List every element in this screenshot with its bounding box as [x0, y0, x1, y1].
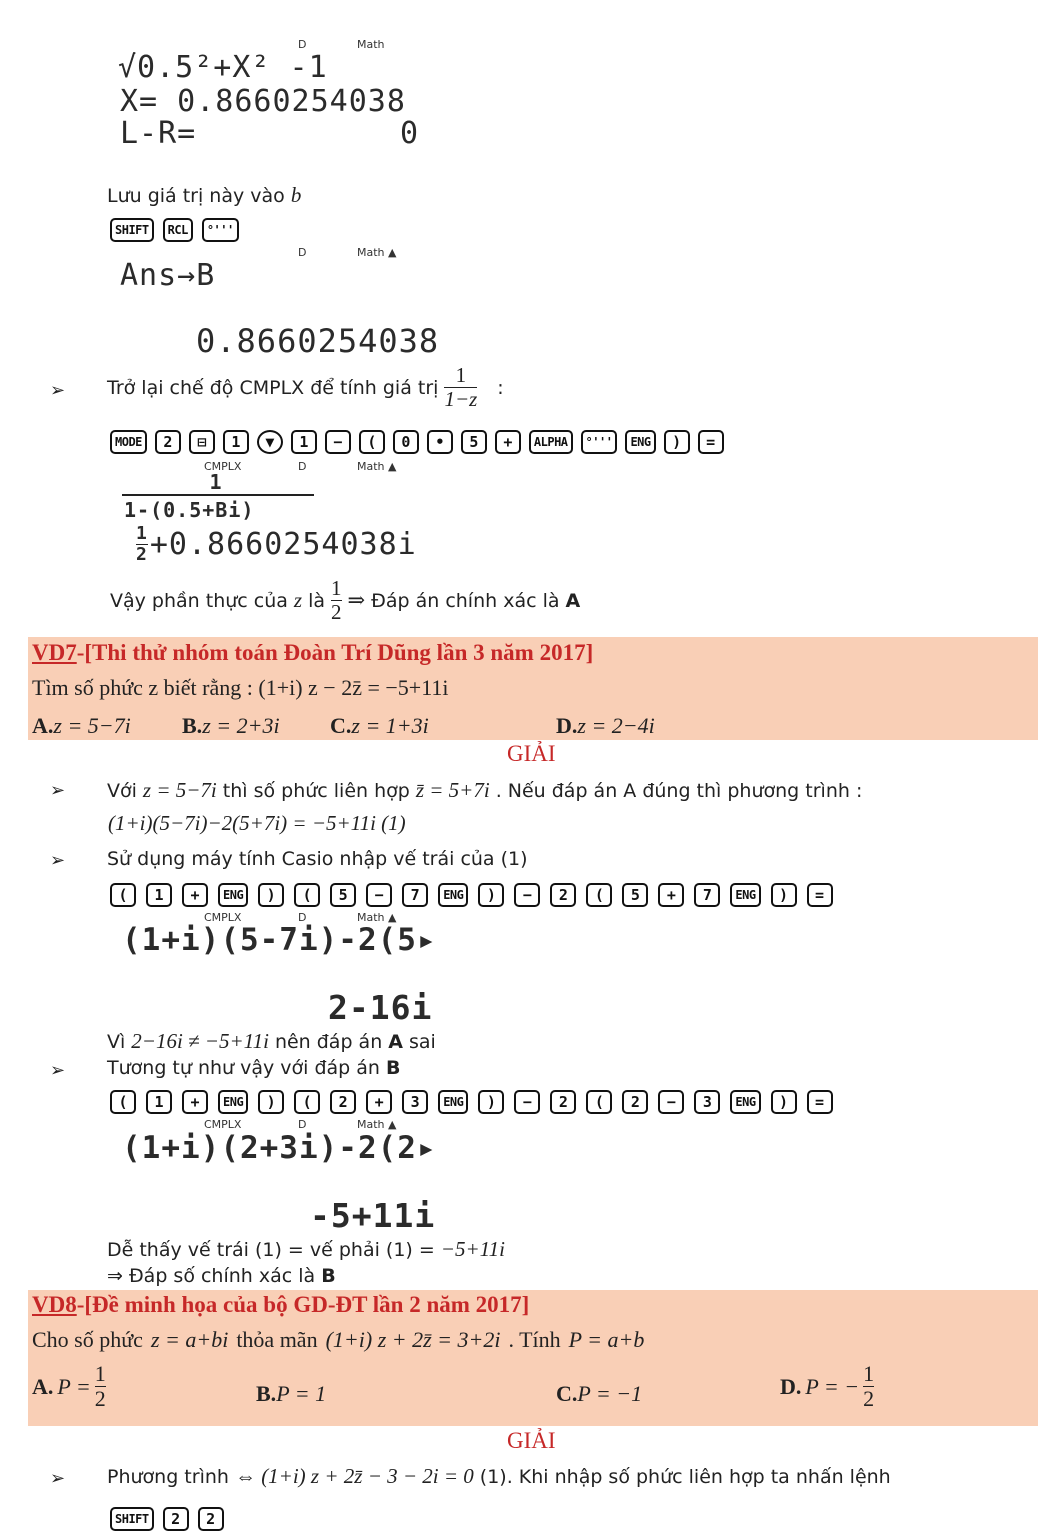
key-eng[interactable]: ENG	[218, 1090, 248, 1114]
key-5[interactable]: 5	[330, 883, 356, 907]
conclusion1-var: z	[293, 588, 303, 613]
vd8-title-code: VD8	[32, 1292, 77, 1317]
vd8-opt-a-pre: P =	[57, 1373, 91, 1399]
key-down-arrow[interactable]: ▼	[257, 430, 283, 454]
screen-indicator-d: D	[298, 38, 307, 51]
key-close-paren[interactable]: )	[478, 883, 504, 907]
key-degree[interactable]: °'''	[202, 218, 239, 242]
conclusion1-num: 1	[331, 576, 342, 600]
vd7-option-c-label: C.	[330, 713, 352, 738]
vd8-step1	[107, 1464, 891, 1489]
vd7-step1	[107, 778, 862, 803]
vd7-title	[32, 640, 593, 666]
vd7-s3-c: nên đáp án	[274, 1030, 383, 1053]
vd7-s4-a: Tương tự như vậy với đáp án	[107, 1057, 380, 1079]
screen-a-result: 2-16i	[328, 988, 433, 1027]
key-equals[interactable]: =	[807, 883, 833, 907]
screen-a-indicator-math: Math ▲	[357, 911, 397, 924]
screen3-res-den: 2	[136, 543, 148, 565]
conclusion1-post: Đáp án chính xác là	[371, 589, 560, 612]
key-plus[interactable]: +	[182, 883, 208, 907]
key-shift[interactable]: SHIFT	[110, 1507, 154, 1531]
vd7-option-a-text: z = 5−7i	[53, 713, 131, 738]
vd7-option-a	[32, 713, 131, 739]
cmplx-colon: :	[497, 376, 504, 399]
vd8-option-d	[780, 1362, 874, 1411]
key-open-paren[interactable]: (	[586, 1090, 612, 1114]
vd7-step2: Sử dụng máy tính Casio nhập vế trái của (1)	[107, 848, 528, 870]
vd7-s3-a: Vì	[107, 1030, 126, 1053]
key-2[interactable]: 2	[330, 1090, 356, 1114]
vd8-opt-d-pre: P = −	[805, 1373, 860, 1399]
bullet-arrow-icon: ➢	[50, 380, 66, 401]
vd7-s1-c: thì số phức liên hợp	[222, 779, 410, 802]
key-eng[interactable]: ENG	[625, 430, 655, 454]
key-1[interactable]: 1	[146, 1090, 172, 1114]
vd7-s6-b: B	[321, 1265, 336, 1287]
key-0[interactable]: 0	[393, 430, 419, 454]
key-eng[interactable]: ENG	[438, 883, 468, 907]
screen2-line1: Ans→B	[120, 258, 216, 293]
bullet-arrow-icon: ➢	[50, 1060, 66, 1081]
conclusion1-arrow: ⇒	[347, 588, 366, 613]
key-eng[interactable]: ENG	[730, 883, 760, 907]
vd8-s1-b: ⇔ (1+i) z + 2z̄ − 3 − 2i = 0	[234, 1464, 474, 1488]
vd7-option-d-text: z = 2−4i	[577, 713, 655, 738]
key-2[interactable]: 2	[155, 430, 181, 454]
screen3-indicator-math: Math ▲	[357, 460, 397, 473]
vd8-opt-d-fraction	[863, 1362, 874, 1411]
key-open-paren[interactable]: (	[294, 1090, 320, 1114]
vd7-s5-a: Dễ thấy vế trái (1) = vế phải (1) =	[107, 1238, 435, 1261]
keys-cmplx	[110, 430, 724, 454]
vd7-option-d	[556, 713, 655, 739]
screen3-result-fraction	[136, 524, 148, 565]
conclusion1-fraction	[331, 577, 342, 624]
vd8-title-rest: -[Đề minh họa của bộ GD-ĐT lần 2 năm 2017]	[76, 1292, 530, 1317]
key-close-paren[interactable]: )	[258, 1090, 284, 1114]
key-minus[interactable]: −	[658, 1090, 684, 1114]
vd8-opt-d-den: 2	[863, 1386, 875, 1412]
vd7-question: Tìm số phức z biết rằng : (1+i) z − 2z̄ = −5+11i	[32, 675, 449, 700]
vd8-s1-a: Phương trình	[107, 1465, 229, 1488]
key-shift[interactable]: SHIFT	[110, 218, 154, 242]
vd8-s1-c: (1). Khi nhập số phức liên hợp ta nhấn lệnh	[479, 1465, 891, 1488]
vd7-s1-a: Với	[107, 779, 137, 802]
vd8-opt-a-label: A.	[32, 1373, 54, 1399]
conclusion1-den: 2	[331, 600, 342, 625]
screen-a-indicator-cmplx: CMPLX	[204, 911, 242, 924]
key-eng[interactable]: ENG	[438, 1090, 468, 1114]
vd8-q-e: . Tính	[508, 1327, 561, 1352]
key-5[interactable]: 5	[622, 883, 648, 907]
vd7-option-c	[330, 713, 429, 739]
key-5[interactable]: 5	[461, 430, 487, 454]
vd8-title	[32, 1292, 529, 1318]
key-plus[interactable]: +	[182, 1090, 208, 1114]
vd7-s1-d: z̄ = 5+7i	[415, 778, 490, 802]
vd8-opt-b-label: B.	[256, 1381, 277, 1406]
screen1-line3-value: 0	[400, 116, 420, 151]
key-mode[interactable]: MODE	[110, 430, 147, 454]
conclusion1-answer: A	[565, 589, 581, 612]
cmplx-text: Trở lại chế độ CMPLX để tính giá trị	[107, 376, 439, 399]
screen3-indicator-cmplx: CMPLX	[204, 460, 242, 473]
vd8-option-a	[32, 1362, 106, 1411]
conclusion1	[110, 577, 580, 624]
key-close-paren[interactable]: )	[258, 883, 284, 907]
vd8-question	[32, 1327, 644, 1353]
vd8-option-c	[556, 1381, 642, 1407]
vd7-eq1: (1+i)(5−7i)−2(5+7i) = −5+11i (1)	[108, 811, 406, 835]
cmplx-fraction	[444, 364, 477, 411]
screen3-den: 1-(0.5+Bi)	[124, 498, 255, 522]
screen-b-result: -5+11i	[310, 1196, 436, 1235]
key-2[interactable]: 2	[198, 1507, 224, 1531]
vd8-opt-a-den: 2	[94, 1386, 106, 1412]
screen-b-indicator-math: Math ▲	[357, 1118, 397, 1131]
key-2[interactable]: 2	[622, 1090, 648, 1114]
key-1b[interactable]: 1	[291, 430, 317, 454]
vd7-s1-b: z = 5−7i	[142, 778, 217, 802]
vd8-q-b: z = a+bi	[150, 1327, 229, 1352]
key-rcl[interactable]: RCL	[163, 218, 193, 242]
screen2-indicator-math: Math ▲	[357, 246, 397, 259]
store-instruction	[107, 183, 301, 208]
vd8-option-b	[256, 1381, 326, 1407]
key-2[interactable]: 2	[550, 1090, 576, 1114]
key-plus[interactable]: +	[658, 883, 684, 907]
key-eng[interactable]: ENG	[218, 883, 248, 907]
key-open-paren[interactable]: (	[586, 883, 612, 907]
key-fraction[interactable]: ⊟	[189, 430, 215, 454]
vd7-s4-b: B	[386, 1057, 401, 1079]
screen3-result	[136, 524, 417, 565]
screen-a-indicator-d: D	[298, 911, 307, 924]
screen2-result: 0.8660254038	[196, 322, 440, 360]
vd8-giai: GIẢI	[507, 1428, 556, 1453]
key-minus[interactable]: −	[366, 883, 392, 907]
key-equals[interactable]: =	[698, 430, 724, 454]
key-7[interactable]: 7	[694, 883, 720, 907]
key-equals[interactable]: =	[807, 1090, 833, 1114]
screen1-line2: X= 0.8660254038	[120, 84, 406, 119]
vd7-option-c-text: z = 1+3i	[351, 713, 429, 738]
screen2-indicator-d: D	[298, 246, 307, 259]
key-close-paren[interactable]: )	[771, 1090, 797, 1114]
key-minus[interactable]: −	[514, 1090, 540, 1114]
key-close-paren[interactable]: )	[664, 430, 690, 454]
screen-b-expr: (1+i)(2+3i)-2(2▸	[122, 1130, 437, 1166]
screen-b-indicator-d: D	[298, 1118, 307, 1131]
vd7-s3-b: 2−16i ≠ −5+11i	[131, 1029, 269, 1053]
screen3-num: 1	[209, 470, 223, 494]
vd8-opt-a-num: 1	[94, 1361, 106, 1386]
vd8-q-d: (1+i) z + 2z̄ = 3+2i	[325, 1327, 501, 1352]
key-alpha[interactable]: ALPHA	[529, 430, 573, 454]
vd8-opt-d-num: 1	[863, 1361, 875, 1386]
vd7-keys-b	[110, 1090, 833, 1114]
screen-a-expr: (1+i)(5-7i)-2(5▸	[122, 922, 437, 958]
screen3-fraction-bar	[122, 494, 314, 496]
key-close-paren[interactable]: )	[478, 1090, 504, 1114]
vd8-q-c: thỏa mãn	[236, 1327, 318, 1352]
vd7-step6	[107, 1265, 336, 1287]
conclusion1-pre: Vậy phần thực của	[110, 589, 288, 612]
cmplx-instruction	[107, 364, 504, 411]
vd8-opt-b-text: P = 1	[276, 1381, 327, 1406]
key-2[interactable]: 2	[163, 1507, 189, 1531]
store-text: Lưu giá trị này vào	[107, 185, 285, 207]
screen-indicator-math: Math	[357, 38, 385, 51]
screen3-indicator-d: D	[298, 460, 307, 473]
vd8-opt-d-label: D.	[780, 1373, 802, 1399]
vd7-option-b-label: B.	[182, 713, 203, 738]
key-2[interactable]: 2	[550, 883, 576, 907]
bullet-arrow-icon: ➢	[50, 1468, 66, 1489]
vd7-option-b	[182, 713, 280, 739]
key-3[interactable]: 3	[694, 1090, 720, 1114]
cmplx-frac-num: 1	[455, 363, 467, 387]
screen-b-indicator-cmplx: CMPLX	[204, 1118, 242, 1131]
key-plus[interactable]: +	[366, 1090, 392, 1114]
vd8-q-f: P = a+b	[568, 1327, 645, 1352]
vd7-option-d-label: D.	[556, 713, 578, 738]
vd7-step5	[107, 1237, 505, 1262]
vd7-title-code: VD7	[32, 640, 77, 665]
vd7-title-rest: -[Thi thử nhóm toán Đoàn Trí Dũng lần 3 năm 2017]	[76, 640, 594, 665]
screen3-res-rest: +0.8660254038i	[149, 526, 417, 562]
key-3[interactable]: 3	[402, 1090, 428, 1114]
keys-store	[110, 218, 239, 242]
cmplx-frac-den: 1−z	[444, 387, 478, 412]
bullet-arrow-icon: ➢	[50, 780, 66, 801]
vd7-s3-d: A	[388, 1030, 403, 1053]
vd7-option-a-label: A.	[32, 713, 54, 738]
screen1-line3-label: L-R=	[120, 116, 197, 151]
key-7[interactable]: 7	[402, 883, 428, 907]
bullet-arrow-icon: ➢	[50, 850, 66, 871]
vd7-step3	[107, 1029, 436, 1054]
key-dot[interactable]: •	[427, 430, 453, 454]
vd7-s3-e: sai	[408, 1030, 436, 1053]
vd8-opt-c-text: P = −1	[577, 1381, 643, 1406]
key-open-paren[interactable]: (	[110, 883, 136, 907]
key-open-paren[interactable]: (	[110, 1090, 136, 1114]
key-plus[interactable]: +	[495, 430, 521, 454]
key-minus[interactable]: −	[514, 883, 540, 907]
vd8-opt-a-fraction	[95, 1362, 106, 1411]
key-1[interactable]: 1	[146, 883, 172, 907]
key-minus[interactable]: −	[325, 430, 351, 454]
screen1-line1: √0.5²+X² -1	[118, 50, 328, 85]
vd7-s6-a: ⇒ Đáp số chính xác là	[107, 1265, 316, 1287]
vd7-keys-a	[110, 883, 833, 907]
key-eng[interactable]: ENG	[730, 1090, 760, 1114]
vd8-keys	[110, 1507, 224, 1531]
key-open-paren[interactable]: (	[359, 430, 385, 454]
vd7-s1-e: . Nếu đáp án A đúng thì phương trình :	[495, 779, 863, 802]
conclusion1-mid: là	[308, 589, 326, 612]
key-1[interactable]: 1	[223, 430, 249, 454]
vd8-q-a: Cho số phức	[32, 1327, 143, 1352]
vd7-option-b-text: z = 2+3i	[202, 713, 280, 738]
vd8-opt-c-label: C.	[556, 1381, 578, 1406]
key-close-paren[interactable]: )	[771, 883, 797, 907]
key-open-paren[interactable]: (	[294, 883, 320, 907]
vd7-giai: GIẢI	[507, 741, 556, 766]
vd7-s5-b: −5+11i	[440, 1237, 505, 1261]
screen3-res-num: 1	[136, 523, 148, 544]
vd7-step4	[107, 1057, 401, 1079]
store-var: b	[290, 183, 302, 207]
key-degree[interactable]: °'''	[581, 430, 618, 454]
